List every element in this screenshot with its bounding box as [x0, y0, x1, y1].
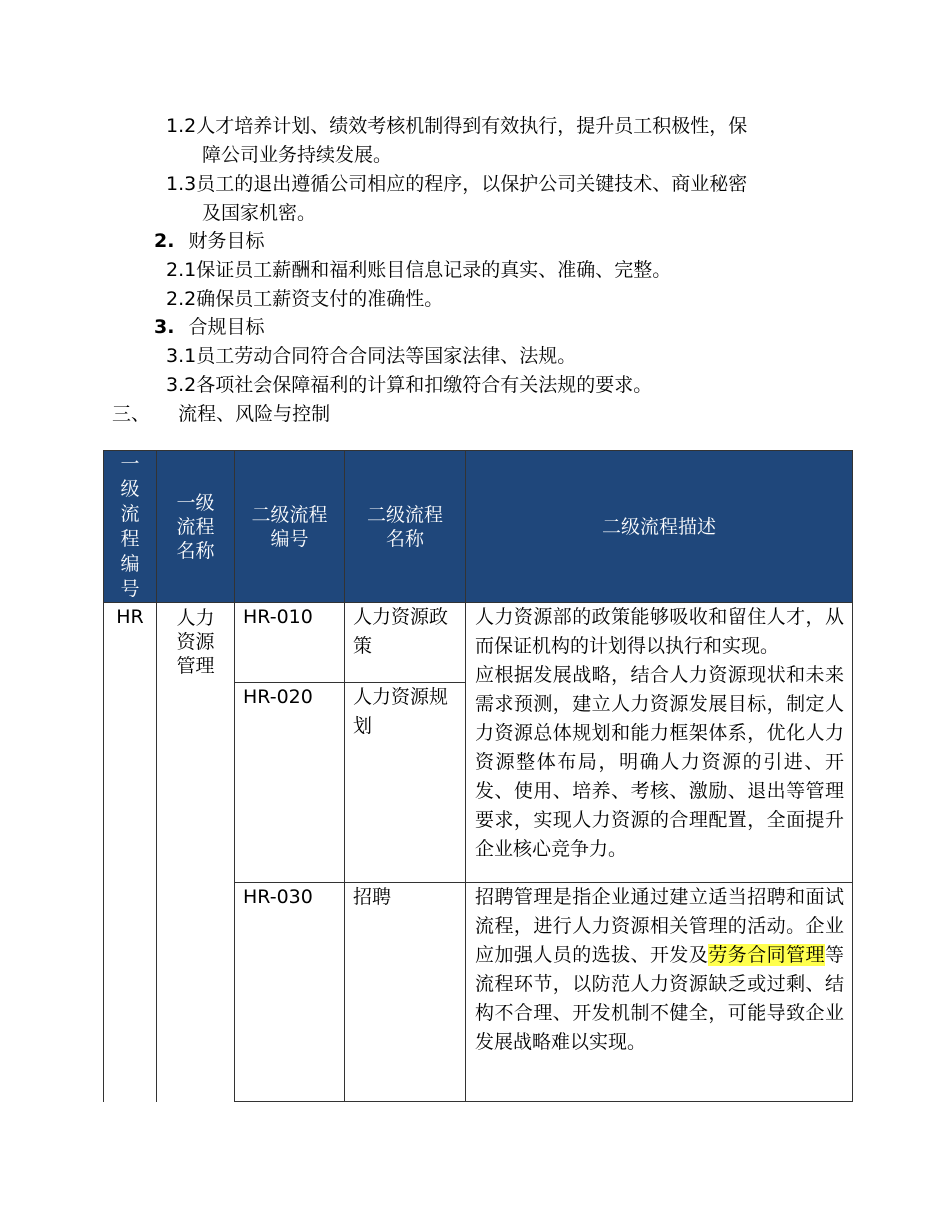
- header-level2-description: 二级流程描述: [466, 451, 853, 603]
- objective-1-2-line2: 障公司业务持续发展。: [202, 144, 393, 166]
- header-level1-code: 一 级 流 程 编 号: [104, 451, 157, 603]
- level2-code-cell: HR-030: [235, 883, 345, 1102]
- heading-number: 2.: [154, 230, 175, 252]
- level2-code-cell: HR-010: [235, 603, 345, 683]
- level2-description-cell: [466, 883, 853, 1102]
- description-hr-010: 人力资源部的政策能够吸收和留住人才，从而保证机构的计划得以执行和实现。: [475, 606, 844, 657]
- heading-text: 财务目标: [188, 230, 265, 252]
- objective-3-2: 3.2各项社会保障福利的计算和扣缴符合有关法规的要求。: [166, 374, 653, 396]
- objective-1-2-line1: 1.2人才培养计划、绩效考核机制得到有效执行，提升员工积极性，保: [166, 115, 748, 137]
- level1-name-cell: 人力 资源 管理: [157, 603, 235, 1102]
- section-number: 三、: [112, 403, 151, 425]
- description-hr-020: 应根据发展战略，结合人力资源现状和未来需求预测，建立人力资源发展目标，制定人力资源总体规划和能力框架体系，优化人力资源整体布局，明确人力资源的引进、开发、使用、培养、考核、激励、退出等管理要求，实现人力资源的合理配置，全面提升企业核心竞争力。: [475, 664, 844, 860]
- heading-number: 3.: [154, 316, 175, 338]
- level2-name-cell: 人力资源规划: [345, 683, 466, 883]
- header-level2-name: 二级流程 名称: [345, 451, 466, 603]
- table-row: [104, 603, 853, 683]
- level2-code-cell: HR-020: [235, 683, 345, 883]
- objective-1-3-line2: 及国家机密。: [202, 202, 317, 224]
- process-table: [103, 450, 853, 1102]
- description-hr-030: 招聘管理是指企业通过建立适当招聘和面试流程，进行人力资源相关管理的活动。企业应加强人员的选拔、开发及劳务合同管理等流程环节，以防范人力资源缺乏或过剩、结构不合理、开发机制不健全，可能导致企业发展战略难以实现。: [475, 886, 844, 1053]
- objective-2-2: 2.2确保员工薪资支付的准确性。: [166, 288, 444, 310]
- header-level2-code: 二级流程 编号: [235, 451, 345, 603]
- heading-text: 合规目标: [188, 316, 265, 338]
- highlighted-text: 劳务合同管理: [708, 944, 825, 966]
- objective-3-1: 3.1员工劳动合同符合合同法等国家法律、法规。: [166, 345, 577, 367]
- level1-code-cell: HR: [104, 603, 157, 1102]
- section-text: 流程、风险与控制: [178, 403, 331, 425]
- objective-2-1: 2.1保证员工薪酬和福利账目信息记录的真实、准确、完整。: [166, 259, 672, 281]
- heading-compliance-goals: [154, 313, 265, 342]
- level2-name-cell: 招聘: [345, 883, 466, 1102]
- objective-1-3-line1: 1.3员工的退出遵循公司相应的程序，以保护公司关键技术、商业秘密: [166, 173, 748, 195]
- table-header-row: [104, 451, 853, 603]
- level2-name-cell: 人力资源政策: [345, 603, 466, 683]
- section-title: [112, 400, 330, 429]
- level2-description-cell: [466, 603, 853, 883]
- heading-financial-goals: [154, 227, 265, 256]
- header-level1-name: 一级 流程 名称: [157, 451, 235, 603]
